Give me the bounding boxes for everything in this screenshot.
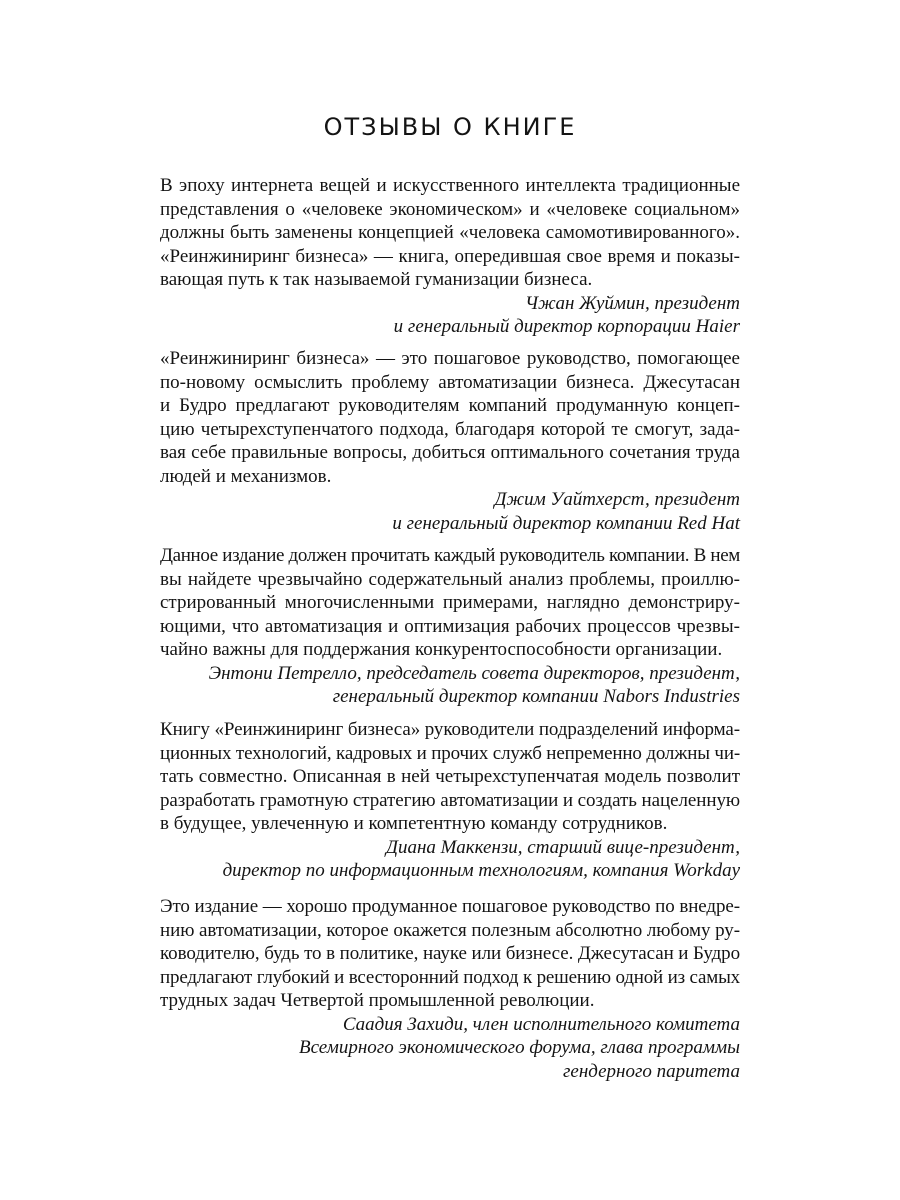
attribution-line: Джим Уайтхерст, президент [494, 489, 740, 510]
review-text-line: нию автоматизации, которое окажется полезным абсолютно любому ру- [160, 919, 740, 941]
review-text [160, 544, 740, 662]
review-text [160, 895, 740, 1013]
attribution-line: Саадия Захиди, член исполнительного комитета [342, 1013, 740, 1035]
review-text-line: должны быть заменены концепцией «человека самомотивированного». [160, 222, 740, 243]
review-text-line: представления о «человеке экономическом» и «человеке социальном» [160, 198, 740, 220]
review-text [160, 174, 740, 292]
review-text-line: в будущее, увлеченную и компетентную команду сотрудников. [160, 813, 668, 834]
review-4 [160, 718, 740, 883]
review-text-line: «Реинжиниринг бизнеса» — книга, опередившая свое время и показы- [160, 245, 740, 267]
review-text-line: по-новому осмыслить проблему автоматизации бизнеса. Джесутасан [160, 371, 740, 393]
attribution-line: Чжан Жуймин, президент [524, 292, 740, 314]
review-text-line: ющими, что автоматизация и оптимизация рабочих процессов чрезвы- [160, 615, 740, 637]
review-text-line: вающая путь к так называемой гуманизации бизнеса. [160, 269, 593, 290]
review-text-line: трудных задач Четвертой промышленной революции. [160, 990, 595, 1011]
attribution-line: генеральный директор компании Nabors Industries [332, 686, 740, 707]
review-text-line: Данное издание должен прочитать каждый руководитель компании. В нем [160, 545, 740, 566]
page-title: ОТЗЫВЫ О КНИГЕ [323, 113, 577, 141]
review-5 [160, 895, 740, 1083]
review-text-line: чайно важны для поддержания конкурентоспособности организации. [160, 639, 723, 660]
attribution-line: Энтони Петрелло, председатель совета директоров, президент, [208, 662, 740, 684]
review-text-line: вая себе правильные вопросы, добиться оптимального сочетания труда [160, 442, 740, 463]
review-attribution [160, 488, 740, 535]
review-text-line: и Будро предлагают руководителям компаний продуманную концеп- [160, 395, 740, 416]
review-text-line: В эпоху интернета вещей и искусственного интеллекта традиционные [160, 175, 740, 196]
review-text-line: ководителю, будь то в политике, науке или бизнесе. Джесутасан и Будро [160, 943, 740, 964]
attribution-line: и генеральный директор компании Red Hat [392, 512, 740, 534]
review-attribution [160, 662, 740, 709]
review-text-line: ционных технологий, кадровых и прочих служб непременно должны чи- [160, 742, 740, 764]
review-text-line: предлагают глубокий и всесторонний подход к решению одной из самых [160, 966, 740, 988]
review-text [160, 347, 740, 488]
review-1 [160, 174, 740, 339]
review-attribution [160, 1013, 740, 1084]
attribution-line: Диана Маккензи, старший вице-президент, [385, 836, 740, 858]
review-2 [160, 347, 740, 535]
review-attribution [160, 836, 740, 883]
attribution-line: гендерного паритета [563, 1060, 740, 1082]
attribution-line: директор по информационным технологиям, компания Workday [222, 860, 740, 881]
review-text-line: вы найдете чрезвычайно содержательный анализ проблемы, проиллю- [160, 568, 740, 590]
review-text-line: Книгу «Реинжиниринг бизнеса» руководители подразделений информа- [160, 719, 740, 740]
review-text-line: тать совместно. Описанная в ней четырехступенчатая модель позволит [160, 766, 740, 787]
review-attribution [160, 292, 740, 339]
review-text-line: Это издание — хорошо продуманное пошаговое руководство по внедре- [160, 896, 740, 917]
review-text-line: стрированный многочисленными примерами, наглядно демонстриру- [160, 592, 740, 613]
review-text-line: разработать грамотную стратегию автоматизации и создать нацеленную [160, 789, 740, 811]
review-text [160, 718, 740, 836]
attribution-line: Всемирного экономического форума, глава программы [299, 1037, 740, 1058]
review-3 [160, 544, 740, 709]
review-text-line: людей и механизмов. [160, 465, 332, 487]
review-text-line: цию четырехступенчатого подхода, благодаря которой те смогут, зада- [160, 418, 740, 440]
attribution-line: и генеральный директор корпорации Haier [393, 316, 740, 337]
review-text-line: «Реинжиниринг бизнеса» — это пошаговое руководство, помогающее [160, 348, 740, 369]
